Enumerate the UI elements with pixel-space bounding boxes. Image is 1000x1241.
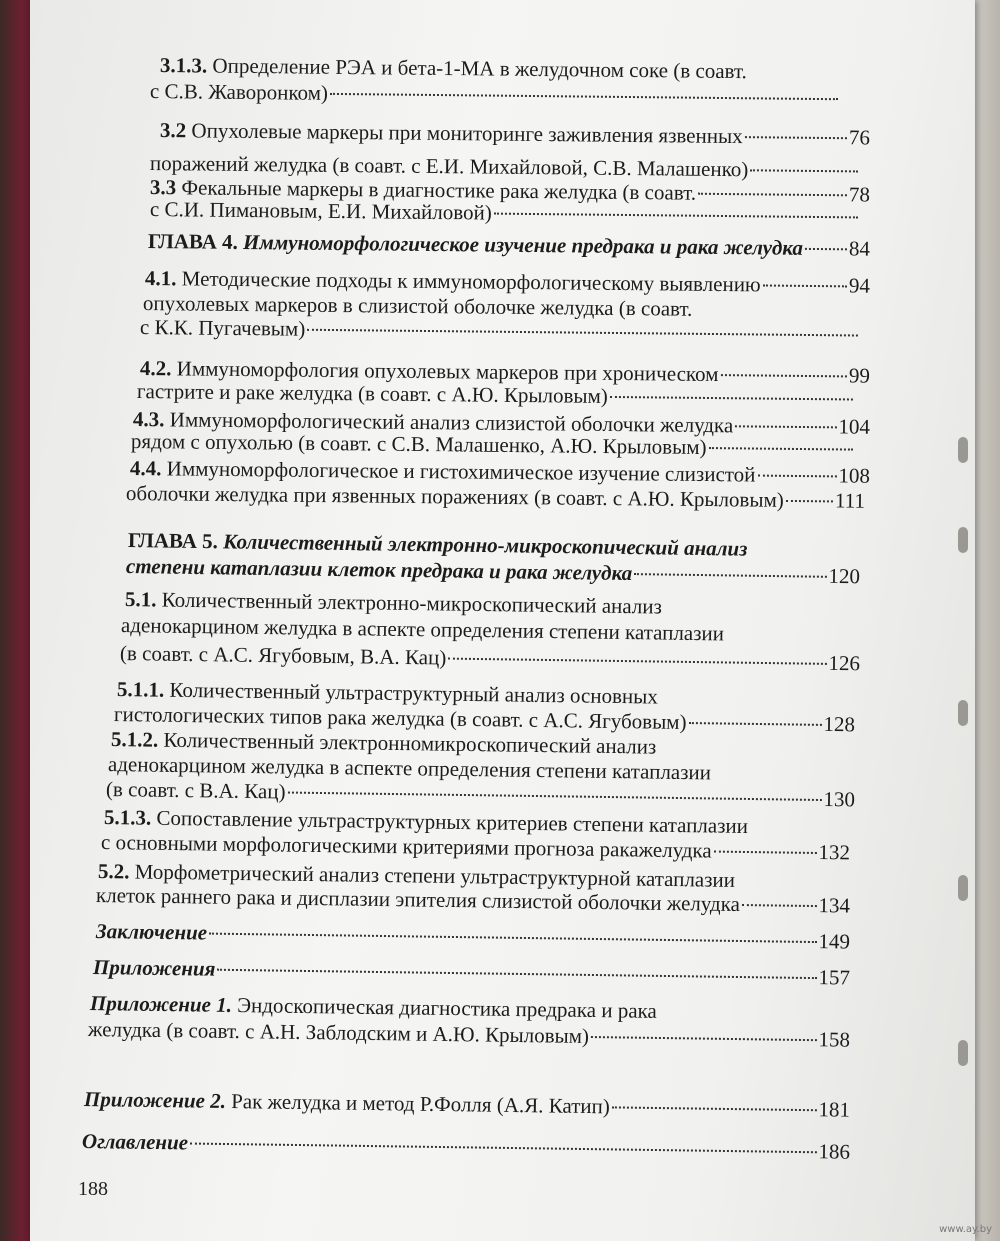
section-number: 3.3 bbox=[149, 175, 177, 200]
leader-dots bbox=[330, 93, 838, 100]
section-number: 5.1.1. bbox=[116, 677, 165, 702]
entry-text: с основными морфологическими критериями прогноза ракажелудка bbox=[100, 830, 712, 863]
page-ref: 186 bbox=[818, 1139, 851, 1164]
page-ref: 158 bbox=[818, 1027, 851, 1052]
leader-dots bbox=[714, 851, 817, 854]
section-number: 5.1.2. bbox=[110, 727, 159, 752]
entry-text: гистологических типов рака желудка (в соавт. с А.С. Ягубовым) bbox=[113, 702, 687, 734]
toc-entry-text bbox=[150, 78, 328, 106]
entry-text: Эндоскопическая диагностика предрака и рака bbox=[231, 992, 657, 1023]
chapter-title: степени катаплазии клеток предрака и рака желудка bbox=[125, 554, 633, 586]
page-number: 188 bbox=[78, 1178, 108, 1200]
chapter-label: ГЛАВА 5. bbox=[127, 528, 219, 554]
leader-dots bbox=[448, 658, 826, 665]
entry-text: Рак желудка и метод Р.Фолля (А.Я. Катип) bbox=[225, 1088, 611, 1119]
entry-text: опухолевых маркеров в слизистой оболочке желудка (в соавт. bbox=[142, 291, 693, 321]
entry-text: Количественный электронно-микроскопический анализ bbox=[156, 587, 663, 619]
entry-text: поражений желудка (в соавт. с Е.И. Михайловой, С.В. Малашенко) bbox=[149, 151, 749, 182]
toc-entry-text bbox=[160, 117, 743, 149]
leader-dots bbox=[307, 329, 858, 337]
toc-entry-text bbox=[84, 1086, 610, 1119]
page-ref: 78 bbox=[848, 182, 871, 207]
toc-entry-text bbox=[106, 776, 286, 805]
toc-entry-text bbox=[93, 954, 216, 982]
leader-dots bbox=[720, 374, 846, 377]
page-ref: 181 bbox=[818, 1097, 851, 1122]
leader-dots bbox=[750, 169, 858, 172]
toc-entry-text bbox=[82, 1128, 188, 1155]
page-ref: 76 bbox=[848, 125, 871, 150]
page-ref: 104 bbox=[838, 414, 871, 439]
page-ref: 130 bbox=[823, 787, 856, 812]
entry-text: (в соавт. с В.А. Кац) bbox=[105, 777, 286, 804]
chapter-title: Иммуноморфологическое изучение предрака и рака желудка bbox=[242, 229, 804, 260]
entry-text: (в соавт. с А.С. Ягубовым, В.А. Кац) bbox=[119, 641, 447, 670]
leader-dots bbox=[745, 136, 847, 139]
leader-dots bbox=[689, 722, 822, 726]
page-ref: 132 bbox=[818, 840, 851, 865]
page-ref: 111 bbox=[834, 488, 866, 513]
leader-dots bbox=[190, 1143, 816, 1154]
leader-dots bbox=[634, 573, 826, 578]
entry-text: Фекальные маркеры в диагностике рака желудка (в соавт. bbox=[176, 175, 697, 205]
entry-text: гастрите и раке желудка (в соавт. с А.Ю. Крыловым) bbox=[136, 379, 608, 408]
section-number: 3.1.3. bbox=[159, 53, 208, 78]
entry-text: Иммуноморфологический анализ слизистой оболочки желудка bbox=[164, 407, 734, 438]
entry-text: аденокарцином желудка в аспекте определения степени катаплазии bbox=[107, 752, 712, 785]
section-number: 4.1. bbox=[144, 266, 177, 291]
chapter-label: ГЛАВА 4. bbox=[147, 229, 238, 254]
leader-dots bbox=[610, 396, 853, 401]
section-heading: Приложение 1. bbox=[89, 991, 233, 1017]
toc-entry bbox=[84, 1086, 850, 1123]
entry-text: Опухолевые маркеры при мониторинге заживления язвенных bbox=[186, 118, 743, 149]
leader-dots bbox=[709, 447, 853, 451]
page-ref: 126 bbox=[828, 650, 861, 676]
toc-entry-text bbox=[140, 314, 306, 342]
entry-text: с С.И. Пимановым, Е.И. Михайловой) bbox=[149, 197, 492, 225]
watermark: www.ay.by bbox=[939, 1224, 992, 1235]
page-ref: 157 bbox=[818, 965, 851, 990]
page-ref: 99 bbox=[848, 363, 871, 388]
entry-text: с С.В. Жаворонком) bbox=[149, 79, 329, 105]
toc-entry-text bbox=[137, 378, 608, 409]
leader-dots bbox=[763, 284, 847, 287]
leader-dots bbox=[591, 1036, 816, 1041]
leader-dots bbox=[805, 248, 847, 250]
section-number: 5.1.3. bbox=[103, 805, 152, 830]
toc-entry bbox=[96, 918, 850, 955]
entry-text: Морфометрический анализ степени ультраструктурной катаплазии bbox=[129, 859, 736, 892]
page-ref: 94 bbox=[848, 273, 871, 298]
leader-dots bbox=[288, 792, 822, 801]
section-heading: Оглавление bbox=[81, 1129, 189, 1155]
entry-text: Иммуноморфология опухолевых маркеров при хроническом bbox=[171, 356, 719, 387]
section-number: 4.4. bbox=[129, 456, 162, 481]
section-number: 5.2. bbox=[97, 859, 130, 884]
entry-text: оболочки желудка при язвенных поражениях (в соавт. с А.Ю. Крыловым) bbox=[125, 481, 784, 512]
page-ref: 108 bbox=[838, 463, 871, 488]
toc-entry-text bbox=[150, 196, 492, 226]
toc-entry bbox=[148, 228, 870, 262]
leader-dots bbox=[742, 904, 817, 907]
toc-entry-text bbox=[148, 228, 803, 261]
entry-text: клеток раннего рака и дисплазии эпителия слизистой оболочки желудка bbox=[95, 883, 741, 916]
section-heading: Приложение 2. bbox=[83, 1087, 227, 1113]
toc-entry-text bbox=[120, 640, 447, 671]
entry-text: рядом с опухолью (в соавт. с С.В. Малашенко, А.Ю. Крыловым) bbox=[130, 429, 707, 460]
leader-dots bbox=[209, 933, 816, 943]
section-number: 3.2 bbox=[159, 118, 187, 143]
entry-text: желудка (в соавт. с А.Н. Заблодским и А.Ю. Крыловым) bbox=[87, 1017, 590, 1048]
section-heading: Заключение bbox=[95, 919, 208, 945]
toc-entry bbox=[93, 954, 850, 991]
toc-entry-text bbox=[96, 918, 207, 946]
leader-dots bbox=[612, 1106, 817, 1111]
entry-text: Сопоставление ультраструктурных критериев степени катаплазии bbox=[151, 805, 749, 838]
section-number: 4.2. bbox=[139, 356, 172, 381]
leader-dots bbox=[786, 500, 833, 502]
leader-dots bbox=[698, 193, 847, 197]
page-ref: 149 bbox=[818, 929, 851, 954]
leader-dots bbox=[757, 475, 836, 478]
toc-entry-text bbox=[126, 480, 784, 513]
page-ref: 128 bbox=[823, 711, 856, 737]
leader-dots bbox=[217, 969, 816, 979]
page-ref: 134 bbox=[818, 893, 851, 918]
toc-entry bbox=[82, 1128, 850, 1165]
leader-dots bbox=[735, 425, 836, 428]
leader-dots bbox=[494, 213, 858, 219]
section-number: 4.3. bbox=[132, 407, 165, 432]
page-ref: 120 bbox=[828, 563, 861, 589]
entry-text: аденокарцином желудка в аспекте определения степени катаплазии bbox=[120, 613, 725, 646]
chapter-title: Количественный электронно-микроскопический анализ bbox=[222, 529, 748, 561]
section-number: 5.1. bbox=[124, 587, 157, 612]
entry-text: Количественный ультраструктурный анализ основных bbox=[164, 677, 659, 709]
entry-text: Количественный электронномикроскопический анализ bbox=[158, 727, 657, 759]
section-heading: Приложения bbox=[92, 955, 216, 981]
page-ref: 84 bbox=[848, 236, 871, 261]
toc-entry bbox=[160, 117, 870, 150]
entry-text: Методические подходы к иммуноморфологическому выявлению bbox=[176, 266, 761, 297]
entry-text: с К.К. Пугачевым) bbox=[139, 315, 306, 341]
entry-text: Определение РЭА и бета-1-МА в желудочном соке (в соавт. bbox=[207, 53, 747, 84]
entry-text: Иммуноморфологическое и гистохимическое изучение слизистой bbox=[161, 456, 756, 487]
